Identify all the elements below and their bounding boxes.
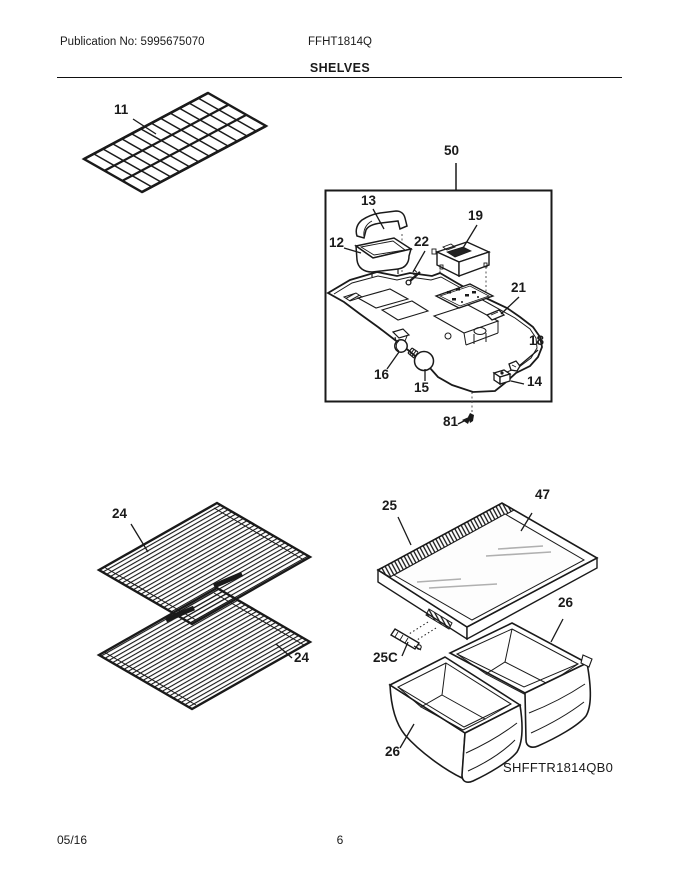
- callout-50: 50: [444, 143, 460, 158]
- callout-26-left: 26: [385, 744, 401, 759]
- control-thermostat-19: [432, 242, 489, 276]
- wire-shelf-11: [84, 93, 266, 192]
- section-title: SHELVES: [309, 61, 371, 75]
- light-shield-tray-12: [356, 238, 411, 277]
- callout-19: 19: [468, 208, 484, 223]
- model-number: FFHT1814Q: [308, 36, 372, 48]
- callout-47: 47: [535, 487, 551, 502]
- callout-24-lower: 24: [294, 650, 310, 665]
- callout-21: 21: [511, 280, 527, 295]
- callout-12: 12: [329, 235, 345, 250]
- callout-22: 22: [414, 234, 430, 249]
- callout-15: 15: [414, 380, 430, 395]
- switch-14: [494, 370, 510, 384]
- callout-81: 81: [443, 414, 459, 429]
- callout-14: 14: [527, 374, 543, 389]
- callout-26-right: 26: [558, 595, 574, 610]
- callout-24-upper: 24: [112, 506, 128, 521]
- callout-25: 25: [382, 498, 398, 513]
- callout-13: 13: [361, 193, 377, 208]
- callout-25C: 25C: [373, 650, 398, 665]
- footer-page-number: 6: [336, 833, 344, 847]
- wire-shelf-24-upper: [99, 503, 310, 624]
- light-console-assembly-50: [326, 191, 552, 424]
- callout-11: 11: [114, 102, 129, 117]
- footer-date: 05/16: [57, 833, 88, 847]
- glass-shelf-assembly: [378, 503, 597, 650]
- callout-16: 16: [374, 367, 390, 382]
- variant-code: SHFFTR1814QB0: [503, 760, 614, 775]
- callout-18: 18: [529, 333, 545, 348]
- wire-shelves-24: [99, 503, 310, 709]
- publication-number: Publication No: 5995675070: [60, 36, 205, 48]
